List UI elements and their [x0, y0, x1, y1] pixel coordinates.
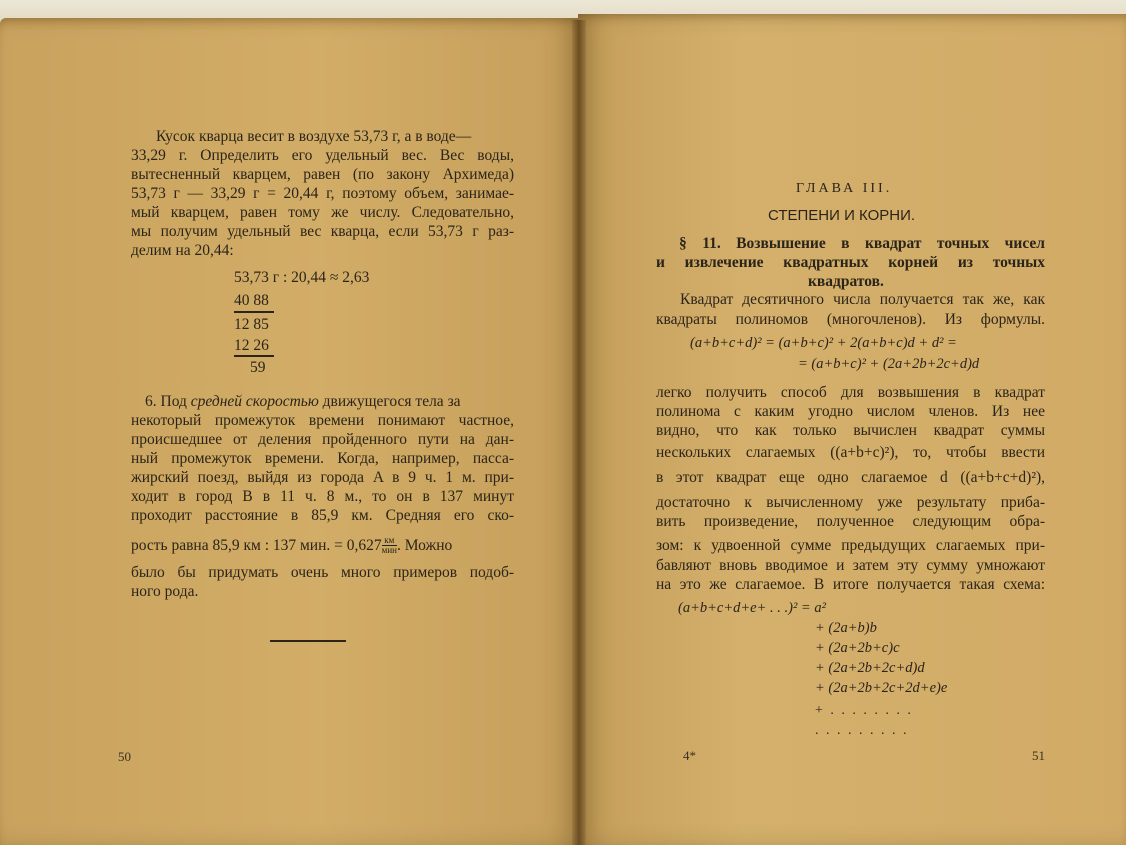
scheme-line-7: . . . . . . . . . [815, 723, 909, 738]
speed-text: рость равна 85,9 км : 137 мин. = 0,627 [131, 537, 382, 554]
para6-line-2: некоторый промежуток времени понимают частное, [131, 412, 514, 429]
speed-unit-fraction: $\frac{км}{\text{мин}}$ [381, 535, 397, 555]
body-line-6: достаточно к вычисленному уже результату приба- [656, 494, 1045, 511]
scheme-line-4: + (2a+2b+2c+d)d [815, 660, 925, 676]
division-step-1: 40 88 [234, 292, 269, 309]
para6-line-6: ходит в город B в 11 ч. 8 м., то он в 137 минут [131, 488, 514, 505]
para6-line-1-text: 6. Под средней скоростью движущегося тела за [145, 393, 461, 410]
section-heading-2: и извлечение квадратных корней из точных [656, 254, 1045, 271]
chapter-label: ГЛАВА III. [796, 181, 893, 196]
division-rule-2 [234, 355, 274, 357]
left-line-7: делим на 20,44: [131, 242, 234, 259]
left-line-2: 33,29 г. Определить его удельный вес. Вес воды, [131, 147, 514, 164]
division-step-3: 12 26 [234, 337, 269, 354]
body-line-9: бавляют вновь вводимое и затем эту сумму умножают [656, 557, 1045, 574]
para6-line-5: жирский поезд, выйдя из города A в 9 ч. 1 м. при- [131, 469, 514, 486]
section-heading-1: § 11. Возвышение в квадрат точных чисел [679, 235, 1045, 252]
left-line-6: мы получим удельный вес кварца, если 53,73 г раз- [131, 223, 514, 240]
intro-line-1: Квадрат десятичного числа получается так же, как [680, 291, 1045, 308]
division-step-4: 59 [250, 359, 266, 376]
division-rule-1 [234, 311, 274, 313]
body-line-2: полинома с каким угодно числом членов. Из нее [656, 403, 1045, 420]
body-line-7: вить произведение, полученное следующим обра- [656, 513, 1045, 530]
book-gutter [572, 20, 586, 845]
right-page-number: 51 [1032, 748, 1045, 763]
scheme-line-6: + . . . . . . . . [815, 703, 913, 718]
division-step-2: 12 85 [234, 316, 269, 333]
intro-line-2: квадраты полиномов (многочленов). Из формулы. [656, 311, 1045, 328]
para6-line-4: ный промежуток времени. Когда, например, пасса- [131, 450, 514, 467]
left-page-number: 50 [118, 749, 131, 764]
division-expression: 53,73 г : 20,44 ≈ 2,63 [234, 269, 370, 286]
formula-line-1: (a+b+c+d)² = (a+b+c)² + 2(a+b+c)d + d² = [690, 335, 957, 351]
formula-line-2: = (a+b+c)² + (2a+2b+2c+d)d [798, 356, 980, 372]
left-line-3: вытесненный кварцем, равен (по закону Архимеда) [131, 166, 514, 183]
body-line-4: нескольких слагаемых ((a+b+c)²), то, чтобы ввести [656, 444, 1045, 461]
body-line-1: легко получить способ для возвышения в квадрат [656, 384, 1045, 401]
para6-line-1 [145, 392, 514, 411]
section-heading-3: квадратов. [808, 273, 884, 290]
body-line-3: видно, что как только вычислен квадрат суммы [656, 422, 1045, 439]
signature-mark: 4* [683, 748, 696, 763]
chapter-title: СТЕПЕНИ И КОРНИ. [768, 207, 916, 224]
left-line-5: мый кварцем, равен тому же числу. Следовательно, [131, 204, 514, 221]
para6-line-7: проходит расстояние в 85,9 км. Средняя его ско- [131, 507, 514, 524]
para6-line-10: ного рода. [131, 583, 199, 600]
scheme-line-3: + (2a+2b+c)c [815, 640, 900, 656]
body-line-8: зом: к удвоенной сумме предыдущих слагаемых при- [656, 537, 1045, 554]
scheme-line-1: (a+b+c+d+e+ . . .)² = a² [678, 600, 826, 616]
speed-text-end: . Можно [396, 537, 453, 554]
left-line-1: Кусок кварца весит в воздухе 53,73 г, а в воде— [156, 128, 472, 145]
para6-line-9: было бы придумать очень много примеров подоб- [131, 564, 514, 581]
left-line-4: 53,73 г — 33,29 г = 20,44 г, поэтому объем, занимае- [131, 185, 514, 202]
body-line-10: на это же слагаемое. В итоге получается такая схема: [656, 576, 1045, 593]
scheme-line-2: + (2a+b)b [815, 620, 877, 636]
para6-line-3: происшедшее от деления пройденного пути на дан- [131, 431, 514, 448]
scheme-line-5: + (2a+2b+2c+2d+e)e [815, 680, 948, 696]
body-line-5: в этот квадрат еще одно слагаемое d ((a+b+c+d)²), [656, 469, 1045, 486]
para6-speed-line [131, 536, 514, 555]
section-end-rule [270, 640, 346, 642]
